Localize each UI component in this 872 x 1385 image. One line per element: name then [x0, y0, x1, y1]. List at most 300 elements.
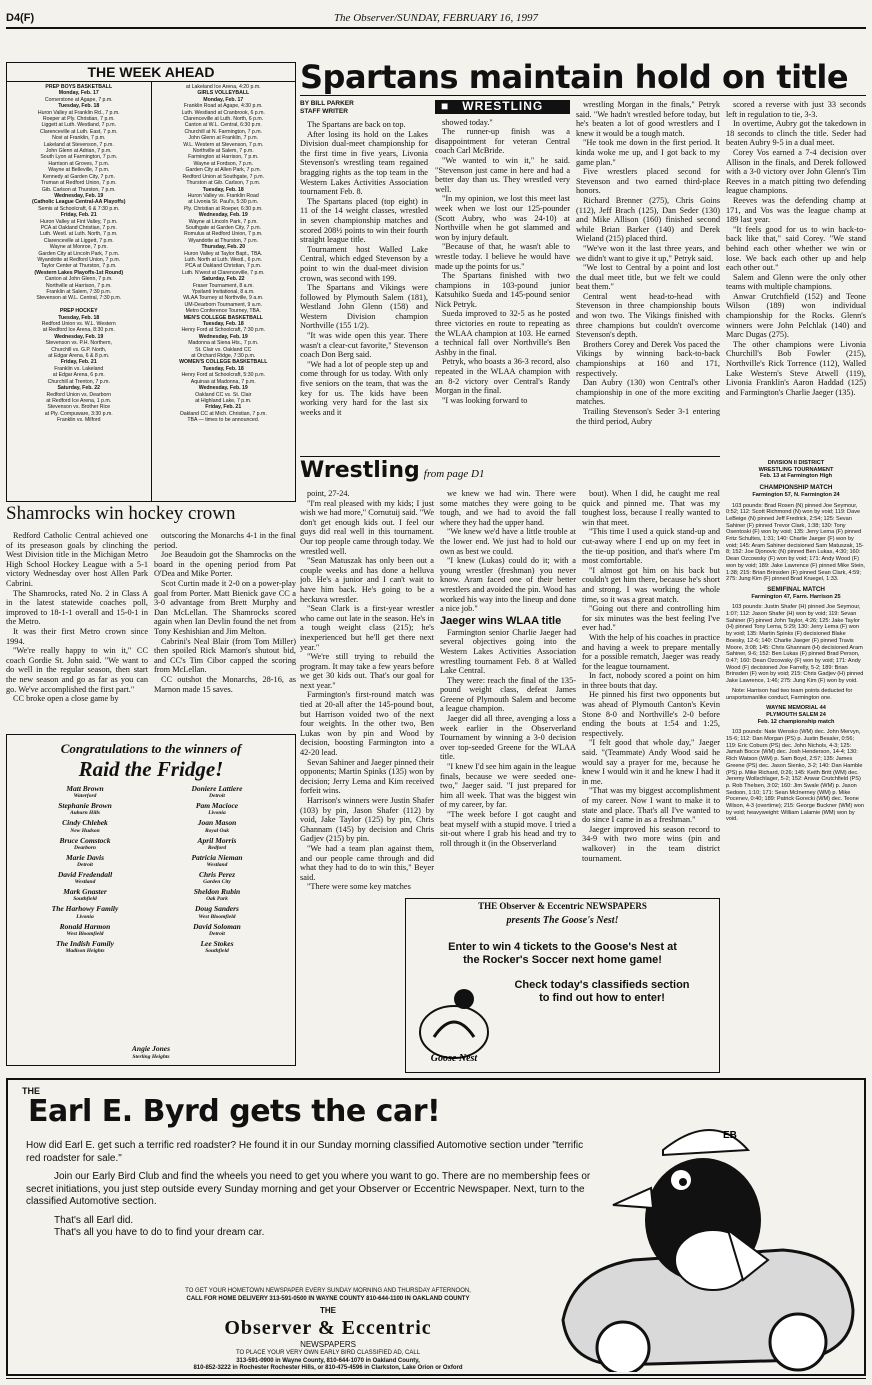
- goose-brand: THE Observer & Eccentric NEWSPAPERS: [478, 901, 647, 911]
- article-paragraph: Corey Vos earned a 7-4 decision over Allison in the finals, and Derek followed with a 3-0 victory over John Glenn's Tim Reeves in a match pitting two defending league champions.: [726, 147, 866, 196]
- wrestling-rule: [300, 456, 720, 457]
- week-ahead-title: THE WEEK AHEAD: [7, 63, 295, 82]
- winner-name: Marie Davis: [65, 852, 105, 862]
- wrestling-jump-column-2: [440, 489, 576, 895]
- week-ahead-line: Wayne at Fordson, 7 p.m.: [193, 160, 253, 167]
- week-ahead-line: John Glenn at Adrian, 7 p.m.: [45, 148, 112, 155]
- week-ahead-line: Churchill at N. Farmington, 7 p.m.: [184, 128, 263, 135]
- shamrocks-headline: Shamrocks win hockey crown: [6, 503, 236, 524]
- fridge-winner: [151, 940, 283, 954]
- fridge-last-winner: Angie Jones Sterling Heights: [131, 1044, 171, 1060]
- article-paragraph: Farmington senior Charlie Jaeger had several objectives going into the Western Lakes Activities Association wrestling tournament Feb. 8 at Walled Lake Central.: [440, 627, 576, 676]
- winner-name: Doug Sanders: [195, 904, 239, 914]
- fridge-title-2: Raid the Fridge!: [78, 757, 224, 781]
- week-ahead-line: PCA at Oakland Christian, 7 p.m.: [185, 263, 262, 270]
- wrestling-jump-head: Wrestling from page D1: [300, 458, 485, 483]
- week-ahead-line: Saturday, Feb. 22: [57, 385, 101, 392]
- week-ahead-line: Northville at Salem, 7 p.m.: [192, 148, 254, 155]
- article-paragraph: Jaeger did all three, avenging a loss a week earlier in the Observerland Tournament by winning a 3-0 decision over top-seeded Greene for the WLAA title.: [440, 714, 576, 762]
- fridge-winner: [151, 819, 283, 833]
- article-paragraph: "Going out there and controlling him for six minutes was the best feeling I've ever had.": [582, 604, 720, 633]
- article-paragraph: "We've won it the last three years, and we didn't want to give it up," Petryk said.: [576, 243, 720, 263]
- week-ahead-line: Wednesday, Feb. 19: [198, 333, 248, 340]
- fridge-winner: [151, 854, 283, 868]
- article-paragraph: "Because of that, he wasn't able to wrestle today. I believe he would have made up the points for us.": [435, 242, 570, 271]
- winner-name: Patricia Nieman: [191, 852, 243, 862]
- article-paragraph: "Sean Clark is a first-year wrestler who came out late in the season. He's in a tough weight class (215); he's inexperienced but he'll get there next year.": [300, 604, 434, 652]
- week-ahead-line: GIRLS VOLLEYBALL: [197, 90, 250, 97]
- fridge-winner: [19, 905, 151, 919]
- byline-title: STAFF WRITER: [300, 108, 348, 115]
- article-paragraph: "Sean Matuszak has only been out a couple weeks and has done a helluva job. He's a junior and I can't wait to have him back. He's going to be a heckuva wrestler.: [300, 556, 434, 604]
- winner-name: Sheldon Rubin: [193, 887, 241, 897]
- fridge-winner: [19, 837, 151, 851]
- winner-city: Detroit: [77, 862, 93, 869]
- week-ahead-line: Henry Ford at Schoolcraft, 5:30 p.m.: [181, 372, 266, 379]
- article-paragraph: "It feels good for us to win back-to-back like that," said Corey. "We stand behind each other whether we win or lose. We back each other up and help each other out.": [726, 224, 866, 273]
- winner-name: The Indish Family: [56, 938, 114, 948]
- article-paragraph: "It was wide open this year. There wasn't a clear-cut favorite," Stevenson coach Don Berg said.: [300, 331, 428, 360]
- goose-nest-ad: [405, 898, 720, 1073]
- shamrocks-column-1: [6, 531, 148, 729]
- week-ahead-line: Metro Conference Tourney, TBA.: [185, 308, 261, 315]
- fridge-winner: [19, 940, 151, 954]
- article-paragraph: With the help of his coaches in practice and having a week to prepare mentally for a possible rematch, Jaeger was ready for the league tournament.: [582, 632, 720, 671]
- week-ahead-line: Northville at Harrison, 7 p.m.: [45, 282, 112, 289]
- week-ahead-line: Liggett at Luth. Westland, 7 p.m.: [41, 122, 117, 129]
- goose-instructions: Check today's classifieds section to find out how to enter!: [514, 979, 690, 1004]
- article-paragraph: "In my opinion, we lost this meet last week when we lost our 125-pounder (Scott Aubry, who was 24-10) at Northville when he got slammed and won by injury default.: [435, 194, 570, 242]
- week-ahead-line: Clarenceville at Luth. East, 7 p.m.: [39, 128, 118, 135]
- week-ahead-line: Franklin at Salem, 7:30 p.m.: [46, 289, 112, 295]
- week-ahead-line: Friday, Feb. 21: [60, 359, 97, 366]
- championship-heading: CHAMPIONSHIP MATCH: [759, 484, 833, 492]
- winner-city: Redford: [207, 844, 227, 851]
- winner-name: Bruce Comstock: [59, 835, 111, 845]
- week-ahead-line: Franklin vs. Milford: [56, 417, 101, 424]
- article-paragraph: showed today.": [442, 117, 493, 127]
- fridge-title-1: Congratulations to the winners of: [60, 741, 242, 756]
- week-ahead-line: at Orchard Ridge, 7:30 p.m.: [191, 353, 256, 360]
- week-ahead-line: Novi at Franklin, 7 p.m.: [52, 135, 106, 142]
- week-ahead-line: Friday, Feb. 21: [205, 404, 242, 411]
- article-paragraph: Petryk, who boasts a 36-3 record, also repeated in the WLAA champion with an 8-2 victory over Central's Randy Morgan in the final.: [435, 357, 570, 396]
- earl-bird-car-illustration: [553, 1110, 863, 1372]
- week-ahead-line: Lakeland at Stevenson, 7 p.m.: [43, 141, 114, 148]
- week-ahead-line: TBA — times to be announced.: [187, 417, 260, 424]
- page-bottom-rule: [6, 1378, 866, 1379]
- article-paragraph: "I knew (Lukas) could do it; with a young wrestler (freshman) you never know. Aram faced one of their better wrestlers and avoided the pin. Wood has worked his way into the lineup and done a nice job.": [440, 556, 576, 614]
- week-ahead-line: Taylor Center at Thurston, 7 p.m.: [40, 263, 117, 270]
- week-ahead-line: (Western Lakes Playoffs-1st Round): [34, 269, 124, 276]
- week-ahead-line: Wayne at Monroe, 7 p.m.: [49, 244, 108, 251]
- results-note: Note: Harrison had two team points deducted for unsportsmanlike conduct, Farmington one.: [726, 687, 853, 701]
- winner-city: West Bloomfield: [66, 930, 104, 937]
- winner-city: Westland: [74, 879, 96, 886]
- raid-fridge-box: [6, 734, 296, 1066]
- article-paragraph: The other champions were Livonia Churchill's Bob Fowler (215), Northville's Rick Torrence (112), Walled Lake Western's Steve Atwell (119), Livonia Franklin's Aaron Haddad (125) and Farmington's Charlie Jaeger (135).: [726, 339, 866, 397]
- article-paragraph: "We knew we'd have a little trouble at the lower end. We just had to hold our own as best we could.: [440, 527, 576, 556]
- article-paragraph: In overtime, Aubry got the takedown in 18 seconds to clinch the title. Seder had beaten Aubry 9-5 in a dual meet.: [726, 119, 866, 148]
- article-paragraph: Trailing Stevenson's Seder 3-1 entering the third period, Aubry: [576, 407, 720, 426]
- championship-results: 103 pounds: Brad Rosen (N) pinned Joe Seymour, 0:52; 112: Scott Richmond (N) won by void; 119: Dave LeBeige (N) pinned Jeff Fredrick, 2:54; 125: Sevan Sahiner (F) pinned Trevor Clark, 1:38; 130: Tony Osentoski (F) won by void; 135: Jerry Lema (F) pinned Fritz Schultes, 1:31; 140: Charlie Jaeger (F) won by void; 145: Aram Sahiner decisioned Sam Matuszak, 15-8; 152: Joe Djonovic (N) pinned Ben Lukas, 4:30; 160: Dean Ozcowsky (F) won by void; 171: Andy Wood (F) won by void; 189: Jake Lawrence (F) pinned Mike Stein, 1:38; 215: Brian Brinsden (F) pinned Sean Clark, 4:59; 275: Jung Kim (F) pinned Brad Kruegel, 1:33.: [726, 502, 865, 583]
- winner-city: Southfield: [73, 896, 97, 903]
- fridge-winner: [151, 837, 283, 851]
- week-ahead-line: at Lakeland Ice Arena, 4:20 p.m.: [185, 84, 261, 90]
- ad-the: THE: [22, 1086, 40, 1096]
- week-ahead-line: Luth. Westland at Cranbrook, 6 p.m.: [181, 109, 265, 116]
- fridge-winner: [19, 854, 151, 868]
- semifinal-heading: SEMIFINAL MATCH: [767, 585, 825, 593]
- winner-name: Lee Stokes: [200, 938, 234, 948]
- article-paragraph: we knew we had win. There were some matches they were going to be tough, and we had to avoid the fall where they had the upper hand.: [440, 489, 576, 527]
- week-ahead-line: Farmington at Harrison, 7 p.m.: [188, 154, 259, 161]
- week-ahead-line: at Edgar Arena, 6 p.m.: [52, 372, 105, 379]
- jaeger-subhead: Jaeger wins WLAA title: [440, 614, 562, 627]
- article-paragraph: Harrison's winners were Justin Shafer (103) by pin, Jason Shafer (112) by void, Jake Taylor (125) by pin, Chris Ghannam (145) by decision and Chris Gadjev (215) by pin.: [300, 796, 434, 844]
- article-paragraph: "I knew I'd see him again in the league finals, because we were seeded one-two," Jaeger said. "I just prepared for him all week. That was the biggest win of my career, by far.: [440, 762, 576, 810]
- week-ahead-line: Huron Valley at Taylor Bapt., TBA.: [184, 250, 263, 257]
- week-ahead-line: Wyandotte at Thurston, 7 p.m.: [188, 237, 259, 244]
- week-ahead-line: Truman at Redford Union, 7 p.m.: [40, 180, 117, 187]
- shamrocks-column-2: [154, 531, 296, 729]
- article-paragraph: "That was my biggest accomplishment of my career. Now I want to make it to state and place. That's all I've wanted to do since I came in as a freshman.": [582, 786, 720, 825]
- article-paragraph: Sevan Sahiner and Jaeger pinned their opponents; Martin Spinks (135) won by decision; Jerry Lema and Kim received forfeit wins.: [300, 757, 434, 796]
- results-sidebar: [726, 460, 866, 1075]
- results-heading-1: DIVISION II DISTRICT: [767, 460, 825, 466]
- ad-footer: TO GET YOUR HOMETOWN NEWSPAPER EVERY SUNDAY MORNING AND THURSDAY AFTERNOON, CALL FOR HOME DELIVERY 313-591-0500 IN WAYNE COUNTY 810-644-1100 IN OAKLAND COUNTY THE Observer & Eccentric NEWSPAPERS TO PLACE YOUR VERY OWN EARLY BIRD CLASSIFIED AD, CALL 313-591-0900 in Wayne County, 810-644-1070 in Oakland County, 810-852-3222 in Rochester Rochester Hills, or 810-475-4596 in Clarkston, Lake Orion or Oxford: [108, 1288, 548, 1373]
- svg-text:EB: EB: [723, 1130, 737, 1141]
- wayne-score: WAYNE MEMORIAL 44: [766, 705, 826, 712]
- week-ahead-line: at Redford Ice Arena, 1 p.m.: [46, 397, 112, 404]
- week-ahead-line: Stevenson vs. P.H. Northern,: [45, 340, 112, 347]
- article-paragraph: "We're really happy to win it," CC coach Gordie St. John said. "We want to do well in the regular season, then start the new season and go as far as you can go. We've accomplished the first part.": [6, 646, 148, 694]
- headline-rule: [300, 95, 866, 96]
- fridge-winner: [19, 785, 151, 799]
- winner-city: Dearborn: [73, 844, 96, 851]
- fridge-winner: [151, 923, 283, 937]
- article-paragraph: "We lost to Central by a point and lost the dual meet title, but we felt we could beat them.": [576, 263, 720, 292]
- fridge-winner: [19, 871, 151, 885]
- article-paragraph: "I felt good that whole day," Jaeger said. "(Teammate) Andy Wood said he would say a prayer for me, because he knew I would win it and he knew I had it in me.: [582, 738, 720, 786]
- week-ahead-line: at Ply. Compuware, 3:30 p.m.: [44, 410, 113, 417]
- week-ahead-line: South Lyon at Farmington, 7 p.m.: [40, 154, 118, 161]
- results-heading-3: Feb. 13 at Farmington High: [759, 473, 833, 480]
- shamrocks-headline-box: [6, 503, 296, 529]
- article-paragraph: Anwar Crutchfield (152) and Teone Wilson (189) won individual championship for the Rocks. Glenn's winners were John Pelchlak (140) and Marc Dugas (275).: [726, 291, 866, 340]
- week-ahead-line: John Glenn at Franklin, 7 p.m.: [188, 135, 258, 142]
- week-ahead-line: at Edgar Arena, 6 & 8 p.m.: [48, 353, 110, 360]
- winner-city: Livonia: [76, 913, 94, 920]
- week-ahead-line: Huron Valley at Franklin Rd., 7 p.m.: [37, 109, 120, 116]
- article-paragraph: "This time I used a quick stand-up and cut-away where I end up on my feet in the tie-up position, and that's where I'm most comfortable.: [582, 527, 720, 566]
- week-ahead-line: PREP BOYS BASKETBALL: [45, 84, 113, 90]
- article-paragraph: Five wrestlers placed second for Stevenson and two earned third-place honors.: [576, 167, 720, 196]
- article-paragraph: "We wanted to win it," he said. "Stevenson just came in here and had a better day than us. They wrestled very well.: [435, 155, 570, 194]
- page-number: D4(F): [6, 12, 35, 24]
- article-paragraph: Brothers Corey and Derek Vos paced the Vikings by winning back-to-back championships at 160 and 171, respectively.: [576, 339, 720, 378]
- article-paragraph: Reeves was the defending champ at 171, and Vos was the league champ at 189 last year.: [726, 195, 866, 225]
- article-paragraph: Tournament host Walled Lake Central, which edged Stevenson by a point to win the dual-meet division crown, was second with 199.: [300, 244, 428, 283]
- ad-body: How did Earl E. get such a terrific red roadster? He found it in our Sunday morning classified Automotive section under "terrific red roadster for sale." Join our Early Bird Club and find the wheels you need to get you where you want to go. There are no membership fees or secret initiations, you just step outside every Sunday morning and get your Observer or Eccentric Newspaper. Next, turn to the classified Automotive section. That's all Earl did. That's all you have to do to find your dream car.: [26, 1140, 591, 1238]
- article-paragraph: Central went head-to-head with Stevenson in three championship bouts and won two. The Vikings finished with three champions but couldn't overcome Stevenson's depth.: [576, 291, 720, 340]
- week-ahead-line: Clarenceville at Luth. North, 6 p.m.: [183, 116, 264, 123]
- week-ahead-line: Kennedy at Garden City, 7 p.m.: [42, 173, 115, 180]
- article-paragraph: Dan Aubry (130) won Central's other championship in one of the more exciting matches.: [576, 378, 720, 407]
- week-ahead-line: Wednesday, Feb. 19: [54, 333, 104, 340]
- article-paragraph: outscoring the Monarchs 4-1 in the final period.: [154, 531, 296, 550]
- page-header: [6, 6, 866, 28]
- article-paragraph: "We're still trying to rebuild the program. It may take a few years before we get 30 kids out. That's our goal for next year.": [300, 652, 434, 690]
- week-ahead-line: Oakland CC vs. St. Clair: [195, 391, 252, 398]
- winner-name: Chris Perez: [198, 870, 236, 880]
- article-paragraph: "I'm real pleased with my kids; I just wish we had more," Cornutuij said. "We don't get enough kids out. I feel our guys did real well in this tournament. Our top people came through today. We wrestled well.: [300, 498, 434, 556]
- fridge-winners-left: [19, 785, 151, 957]
- week-ahead-line: WOMEN'S COLLEGE BASKETBALL: [179, 359, 268, 366]
- article-paragraph: "We had a lot of people step up and come through for us today. With only five seniors on the team, that was the key for us. The kids have been working very hard for the last six weeks and it: [300, 359, 428, 417]
- week-ahead-line: UM-Dearborn Tournament, 9 a.m.: [184, 301, 262, 308]
- week-ahead-column-2: [151, 82, 296, 502]
- week-ahead-line: Tuesday, Feb. 18: [202, 365, 244, 372]
- week-ahead-line: Tuesday, Feb. 18: [202, 186, 244, 193]
- winner-city: Westland: [206, 862, 228, 869]
- results-heading-2: WRESTLING TOURNAMENT: [758, 466, 834, 473]
- article-paragraph: Scot Curtin made it 2-0 on a power-play goal from Porter. Matt Bienick gave CC a 3-0 advantage from Brett Murphy and Dan McLellan. The Shamrocks scored again when Ian Devlin found the net from Tony Keshishian and Jim Melton.: [154, 578, 296, 636]
- championship-score: Farmington 57, N. Farmington 24: [752, 491, 840, 498]
- article-paragraph: Jaeger improved his season record to 34-9 with two more wins (pin and walkover) in the team district tournament.: [582, 824, 720, 863]
- winner-name: Joan Mason: [197, 818, 237, 828]
- semifinal-results: 103 pounds: Justin Shafer (H) pinned Joe Seymour, 1:07; 112: Jason Shafer (H) won by void; 119: Sevan Sahiner (F) pinned John Taylor, 4:26; 125: Jake Taylor (H) pinned Tony Lema, 5:29; 130: Jerry Lema (F) won by void; 135: Martin Spinks (F) decisioned Blake Boesky, 12-6; 140: Charlie Jaeger (F) pinned Travis Moore, 3:08; 145: Chris Ghannam (H) decisioned Aram Sahiner, 9-6; 152: Ben Lukas (F) pinned Brad Person, 0:47; 160: Dean Ozcowsky (F) won by void; 171: Andy Wood (F) decisioned Joe Farrelly, 5-2; 189: Brian Brinsden (F) won by void; 215: Chris Gadjev (H) pinned Jake Lawrence, 1:46; 275: Jung Kim (F) won by void.: [726, 604, 864, 685]
- fridge-winners-right: [151, 785, 283, 957]
- article-paragraph: Joe Beaudoin got the Shamrocks on the board in the opening period from Pat O'Dea and Mike Porter.: [154, 550, 296, 579]
- article-paragraph: Farmington's first-round match was tied at 20-all after the 145-pound bout, but Harrison voided two of the next four weights. In the other two, Ben Lukas won by pin and Wood by decision, boosting Farmington into a 42-20 lead.: [300, 690, 434, 758]
- week-ahead-line: Luth. North at Luth. Westl., 6 p.m.: [184, 256, 262, 263]
- winner-name: The Harhowy Family: [51, 904, 119, 914]
- week-ahead-line: Romulus at Redford Union, 7 p.m.: [184, 231, 263, 238]
- week-ahead-line: Thurston at Gib. Carlson, 7 p.m.: [186, 180, 261, 187]
- fridge-winner: [19, 888, 151, 902]
- week-ahead-line: Churchill vs. G.P. North,: [51, 346, 107, 353]
- article-paragraph: The Spartans and Vikings were followed by Plymouth Salem (181), Westland John Glenn (158) and Western Division champion Northville (155 1/2).: [300, 283, 428, 331]
- week-ahead-line: Tuesday, Feb. 18: [58, 314, 100, 321]
- week-ahead-line: WLAA Tourney at Northville, 9 a.m.: [183, 295, 264, 302]
- week-ahead-line: Gib. Carlson at Thurston, 7 p.m.: [41, 186, 116, 193]
- week-ahead-line: Clarenceville at Liggett, 7 p.m.: [43, 237, 114, 244]
- week-ahead-line: Canton at John Glenn, 7 p.m.: [44, 276, 113, 283]
- week-ahead-line: Wayne at Belleville, 7 p.m.: [48, 167, 110, 174]
- ad-headline: Earl E. Byrd gets the car!: [28, 1094, 441, 1129]
- fridge-winner: [151, 785, 283, 799]
- winner-city: West Bloomfield: [198, 913, 236, 920]
- winner-city: Waterford: [73, 793, 97, 800]
- week-ahead-line: Franklin Road at Agape, 4:30 p.m.: [183, 103, 263, 110]
- winner-city: Royal Oak: [205, 827, 229, 834]
- week-ahead-line: Tuesday, Feb. 18: [58, 103, 100, 110]
- fridge-winner: [151, 871, 283, 885]
- winner-city: Livonia: [208, 810, 226, 817]
- goose-logo: [414, 977, 494, 1067]
- spartans-column-4: [726, 100, 866, 455]
- fridge-winner: [151, 905, 283, 919]
- week-ahead-line: Huron Valley at Fint Valley, 7 p.m.: [40, 218, 118, 225]
- article-paragraph: "The week before I got caught and beat myself with a stupid move. I tried a sit-out where I grab his head and try to roll through it (in the Observerland: [440, 810, 576, 848]
- winner-city: Madison Heights: [65, 948, 105, 955]
- spartans-column-1: [300, 100, 428, 455]
- week-ahead-column-1: [7, 82, 151, 502]
- week-ahead-line: Garden City at Allen Park, 7 p.m.: [185, 167, 262, 174]
- winner-city: Southfield: [205, 948, 229, 955]
- winner-name: Matt Brown: [66, 784, 104, 793]
- week-ahead-line: Garden City at Lincoln Park, 7 p.m.: [38, 250, 120, 257]
- week-ahead-line: Cornerstone at Agape, 7 p.m.: [44, 96, 113, 103]
- week-ahead-line: W.L. Western at Stevenson, 7 p.m.: [183, 141, 264, 148]
- fridge-winner: [19, 802, 151, 816]
- week-ahead-line: Monday, Feb. 17: [203, 96, 244, 103]
- week-ahead-line: Huron Valley vs. Franklin Road: [187, 192, 259, 199]
- spartans-column-2: [435, 100, 570, 455]
- article-paragraph: He pinned his first two opponents but was ahead of Plymouth Canton's Kevin Stone 8-0 and Northville's 2-0 before ending the bouts at 1:54 and 1:25, respectively.: [582, 690, 720, 738]
- article-paragraph: scored a reverse with just 33 seconds left in regulation to tie, 3-3.: [726, 100, 866, 119]
- article-paragraph: Sueda improved to 32-5 as he posted three victories en route to repeating as the WLAA champion at 103. He earned a technical fall over Northville's Ben Ashby in the final.: [435, 309, 570, 357]
- week-ahead-line: Stevenson at W.L. Central, 7:30 p.m.: [36, 295, 122, 302]
- svg-text:Goose Nest: Goose Nest: [430, 1053, 478, 1064]
- article-paragraph: Richard Brenner (275), Chris Goins (112), Jeff Brach (125), Dan Seder (130) and Mike Allison (160) finished second while Brian Barker (140) and Derek Wieland (215) placed third.: [576, 195, 720, 244]
- article-paragraph: After losing its hold on the Lakes Division dual-meet championship for the first time in five years, Livonia Stevenson's wrestling team regained bragging rights as the top team in the Western Lakes Activities Association tournament Feb. 8.: [300, 129, 428, 197]
- article-paragraph: The Spartans are back on top.: [307, 120, 406, 129]
- article-paragraph: It was their first Metro crown since 1994.: [6, 626, 148, 646]
- wayne-results: 103 pounds: Nate Wensko (WM) dec. John Mervyn, 15-6; 112: Dan Morgan (PS) p. Justin Besaler, 0:56; 119: Eric Coburn (PS) dec. John Nichols, 4-3; 125: Jamah Bocce (WM) dec. Josh Henderson, 14-4; 130: Rich Watson (WM) p. Sam Boyd, 2:57; 135: James Greene (PS) dec. Jason Sienko, 3-2; 140: Dan Hamble (PS) p. Mike Richard, 0:26; 145: Keith Britt (WM) dec. Jeremy Wollschlager, 5-2; 152: Anwar Crutchfield (PS) p. Rob Thelsen, 3:02; 160: Jim Swale (WM) p. Jason Sedoon, 1:10; 171: Sean McInerney (WM) p. Mike Pocenev, 0:40; 189: Patrick Gorecki (WM) dec. Teone Wilson, 4-3 (overtime); 215: George Buckner (WM) won by void; heavyweight: William Lalamie (WM) won by void.: [726, 729, 865, 823]
- article-paragraph: CC broke open a close game by: [13, 694, 119, 704]
- week-ahead-line: Saturday, Feb. 22: [201, 276, 245, 283]
- article-paragraph: The Spartans finished with two champions in 103-pound junior Katsuhiko Sueda and 145-pound senior Nick Petryk.: [435, 271, 570, 309]
- article-paragraph: The runner-up finish was a disappointment for veteran Central coach Carl McBride.: [435, 127, 570, 156]
- week-ahead-line: Wayne at Lincoln Park, 7 p.m.: [188, 218, 258, 225]
- week-ahead-line: Wednesday, Feb. 19: [198, 385, 248, 392]
- spartans-headline: Spartans maintain hold on title: [300, 60, 849, 94]
- fridge-winner: [19, 819, 151, 833]
- fridge-winner: [151, 888, 283, 902]
- winner-city: Auburn Hills: [69, 810, 101, 817]
- week-ahead-line: Aquinas at Madonna, 7 p.m.: [190, 378, 256, 385]
- winner-name: Mark Gnaster: [63, 887, 107, 897]
- article-paragraph: bout). When I did, he caught me real quick and pinned me. That was my toughest loss, because I really wanted to win that meet.: [582, 489, 720, 527]
- article-paragraph: The Spartans placed (top eight) in 11 of the 14 weight classes, wrestled in seven championship matches and scored 208½ points to win their fourth straight league title.: [300, 196, 428, 245]
- week-ahead-line: Redford Union vs. Dearborn: [46, 391, 112, 398]
- article-paragraph: Salem and Glenn were the only other teams with multiple champions.: [726, 272, 866, 292]
- winner-name: Cindy Chlebek: [62, 818, 108, 828]
- fridge-winner: [19, 923, 151, 937]
- week-ahead-line: Tuesday, Feb. 18: [202, 321, 244, 328]
- earl-byrd-ad: [6, 1078, 866, 1376]
- week-ahead-line: at Highland Lake, 7 p.m.: [195, 397, 252, 404]
- week-ahead-line: Semis at Schoolcraft, 6 & 7:30 p.m.: [38, 205, 120, 212]
- week-ahead-line: St. Clair vs. Oakland CC: [195, 346, 252, 353]
- week-ahead-line: Ply. Christian at Roeper, 6:30 p.m.: [183, 205, 263, 212]
- week-ahead-line: Madonna at Siena Hts., 7 p.m.: [188, 340, 259, 347]
- winner-name: David Soloman: [193, 921, 241, 931]
- article-paragraph: In fact, nobody scored a point on him in three bouts that day.: [582, 671, 720, 690]
- week-ahead-line: MEN'S COLLEGE BASKETBALL: [183, 314, 263, 321]
- week-ahead-line: Thursday, Feb. 20: [201, 244, 246, 251]
- article-paragraph: "We had a team plan against them, and our people came through and did what they had to do to win this," Beyer said.: [300, 843, 434, 882]
- week-ahead-box: [6, 62, 296, 502]
- winner-name: Doniere Lattiere: [191, 784, 243, 793]
- week-ahead-line: (Catholic League Central-AA Playoffs): [32, 199, 126, 206]
- winner-name: David Fredendall: [57, 870, 113, 880]
- article-paragraph: Cabrini's Neal Blair (from Tom Miller) then spoiled Rick Marnon's shutout bid, and CC's Tim Cibor capped the scoring from McLellan.: [154, 636, 296, 675]
- winner-name: Pam Macioce: [195, 801, 239, 811]
- article-paragraph: They were: reach the final of the 135-pound weight class, defeat James Greene of Plymouth Salem and become a league champion.: [440, 675, 576, 714]
- winner-name: April Morris: [197, 835, 237, 845]
- dateline: The Observer/SUNDAY, FEBRUARY 16, 1997: [333, 12, 539, 24]
- week-ahead-line: Fraser Tournament, 8 a.m.: [192, 282, 254, 289]
- winner-city: Garden City: [203, 879, 231, 886]
- week-ahead-line: PREP HOCKEY: [59, 308, 98, 315]
- week-ahead-line: Wednesday, Feb. 19: [198, 212, 248, 219]
- article-paragraph: The Shamrocks, rated No. 2 in Class A in the latest statewide coaches poll, improved to 18-1-1 overall and 15-0-1 in the Metro.: [6, 588, 148, 627]
- week-ahead-line: Franklin vs. Lakeland: [54, 365, 104, 372]
- week-ahead-line: Friday, Feb. 21: [60, 212, 97, 219]
- article-paragraph: wrestling Morgan in the finals," Petryk said. "We hadn't wrestled before today, but he's beaten a lot of good wrestlers and I knew it would be a tough match.: [576, 100, 720, 138]
- winner-name: Stephanie Brown: [58, 801, 112, 811]
- week-ahead-line: Harrison at Groves, 7 p.m.: [48, 160, 110, 167]
- winner-city: Detroit: [209, 930, 225, 937]
- salem-score: PLYMOUTH SALEM 24: [766, 711, 826, 718]
- winner-city: New Hudson: [70, 827, 100, 834]
- week-ahead-line: Southgate at Garden City, 7 p.m.: [185, 224, 261, 231]
- week-ahead-line: Stevenson vs. Brother Rice: [47, 404, 111, 411]
- header-rule: [6, 27, 866, 29]
- observer-eccentric-logo: Observer & Eccentric: [224, 1316, 432, 1339]
- week-ahead-line: Wyandotte at Redford Union, 7 p.m.: [37, 256, 121, 263]
- week-ahead-line: Ypsilanti Invitational, 8 a.m.: [191, 289, 255, 295]
- goose-presents: presents The Goose's Nest!: [506, 915, 619, 926]
- byline-name: BY BILL PARKER: [300, 100, 354, 107]
- wrestling-jump-column-3: [582, 489, 720, 895]
- week-ahead-line: Redford Union vs. W.L. Western: [41, 321, 116, 328]
- article-paragraph: Redford Catholic Central achieved one of its preseason goals by clinching the West Division title in the Michigan Metro High School Hockey League with a 5-1 victory Wednesday over host Allen Park Cabrini.: [6, 531, 148, 588]
- article-paragraph: point, 27-24.: [307, 489, 350, 498]
- article-paragraph: "I almost got him on his back but couldn't get him there, because he's short and strong. I was working the whole time, so it was a great match.: [582, 565, 720, 604]
- week-ahead-line: Redford Union at Southgate, 7 p.m.: [182, 173, 265, 180]
- winner-city: Detroit: [209, 793, 225, 800]
- week-ahead-line: at Livonia St. Paul's, 5:30 p.m.: [188, 199, 259, 206]
- article-paragraph: "I was looking forward to: [442, 395, 528, 405]
- week-ahead-line: Roeper at Ply. Christian, 7 p.m.: [42, 116, 115, 123]
- week-ahead-line: Wednesday, Feb. 19: [54, 192, 104, 199]
- goose-offer: Enter to win 4 tickets to the Goose's Nest at the Rocker's Soccer next home game!: [448, 941, 677, 966]
- week-ahead-line: Luth. N'west at Clarenceville, 7 p.m.: [181, 269, 265, 276]
- week-ahead-line: Henry Ford at Schoolcraft, 7:30 p.m.: [181, 327, 266, 334]
- spartans-column-3: [576, 100, 720, 455]
- winner-city: Oak Park: [206, 896, 228, 903]
- week-ahead-line: Luth. Westl. at Luth. North, 7 p.m.: [40, 231, 118, 238]
- article-paragraph: "There were some key matches: [307, 882, 411, 892]
- week-ahead-line: Canton at W.L. Central, 6:30 p.m.: [184, 122, 262, 129]
- wrestling-jump-column-1: [300, 489, 434, 895]
- article-paragraph: CC outshot the Monarchs, 28-16, as Marnon made 15 saves.: [154, 674, 296, 694]
- wrestling-label: ■ WRESTLING: [435, 100, 570, 114]
- wayne-date: Feb. 12 championship match: [757, 718, 835, 725]
- semifinal-score: Farmington 47, Farm. Harrison 25: [751, 593, 841, 600]
- fridge-winner: [151, 802, 283, 816]
- winner-name: Ronald Harmon: [59, 921, 111, 931]
- week-ahead-line: Oakland CC at Mich. Christian, 7 p.m.: [179, 410, 267, 417]
- week-ahead-line: at Redford Ice Arena, 8:30 p.m.: [42, 327, 115, 334]
- week-ahead-line: PCA at Oakland Christian, 7 p.m.: [40, 224, 117, 231]
- week-ahead-line: Churchill at Trenton, 7 p.m.: [47, 378, 110, 385]
- week-ahead-line: Monday, Feb. 17: [58, 90, 99, 97]
